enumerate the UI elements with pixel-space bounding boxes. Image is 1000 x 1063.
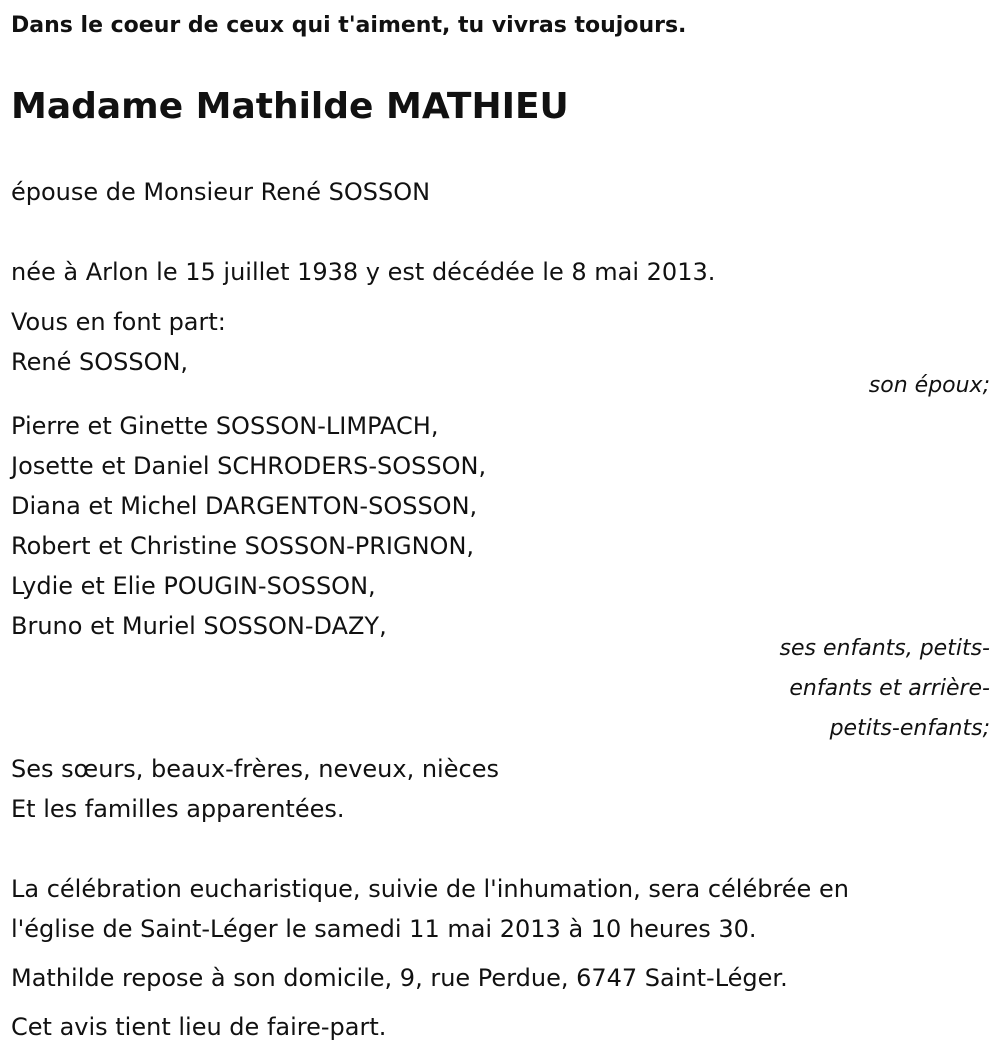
children-role-line: petits-enfants; — [829, 716, 990, 741]
child-couple: Robert et Christine SOSSON-PRIGNON, — [11, 532, 475, 560]
child-couple: Bruno et Muriel SOSSON-DAZY, — [11, 612, 387, 640]
birth-death-line: née à Arlon le 15 juillet 1938 y est décédée le 8 mai 2013. — [11, 258, 716, 286]
children-role-line: ses enfants, petits- — [779, 636, 990, 661]
husband-role: son époux; — [868, 373, 990, 398]
rest-line: Mathilde repose à son domicile, 9, rue Perdue, 6747 Saint-Léger. — [11, 964, 788, 992]
ceremony-line: La célébration eucharistique, suivie de l'inhumation, sera célébrée en — [11, 875, 849, 903]
family-list — [11, 749, 499, 829]
motto: Dans le coeur de ceux qui t'aiment, tu vivras toujours. — [11, 13, 687, 38]
ceremony-paragraph — [11, 869, 849, 949]
husband-name: René SOSSON, — [11, 348, 189, 376]
announce-line: Vous en font part: — [11, 308, 226, 336]
child-couple: Josette et Daniel SCHRODERS-SOSSON, — [11, 452, 487, 480]
family-line: Ses sœurs, beaux-frères, neveux, nièces — [11, 755, 499, 783]
child-couple: Pierre et Ginette SOSSON-LIMPACH, — [11, 412, 439, 440]
child-couple: Diana et Michel DARGENTON-SOSSON, — [11, 492, 478, 520]
children-role-line: enfants et arrière- — [789, 676, 990, 701]
deceased-name: Madame Mathilde MATHIEU — [11, 86, 569, 127]
spouse-line: épouse de Monsieur René SOSSON — [11, 178, 431, 206]
family-line: Et les familles apparentées. — [11, 795, 345, 823]
ceremony-line: l'église de Saint-Léger le samedi 11 mai 2013 à 10 heures 30. — [11, 915, 757, 943]
notice-line: Cet avis tient lieu de faire-part. — [11, 1013, 387, 1041]
children-list — [11, 406, 486, 646]
children-role — [780, 629, 990, 749]
child-couple: Lydie et Elie POUGIN-SOSSON, — [11, 572, 376, 600]
